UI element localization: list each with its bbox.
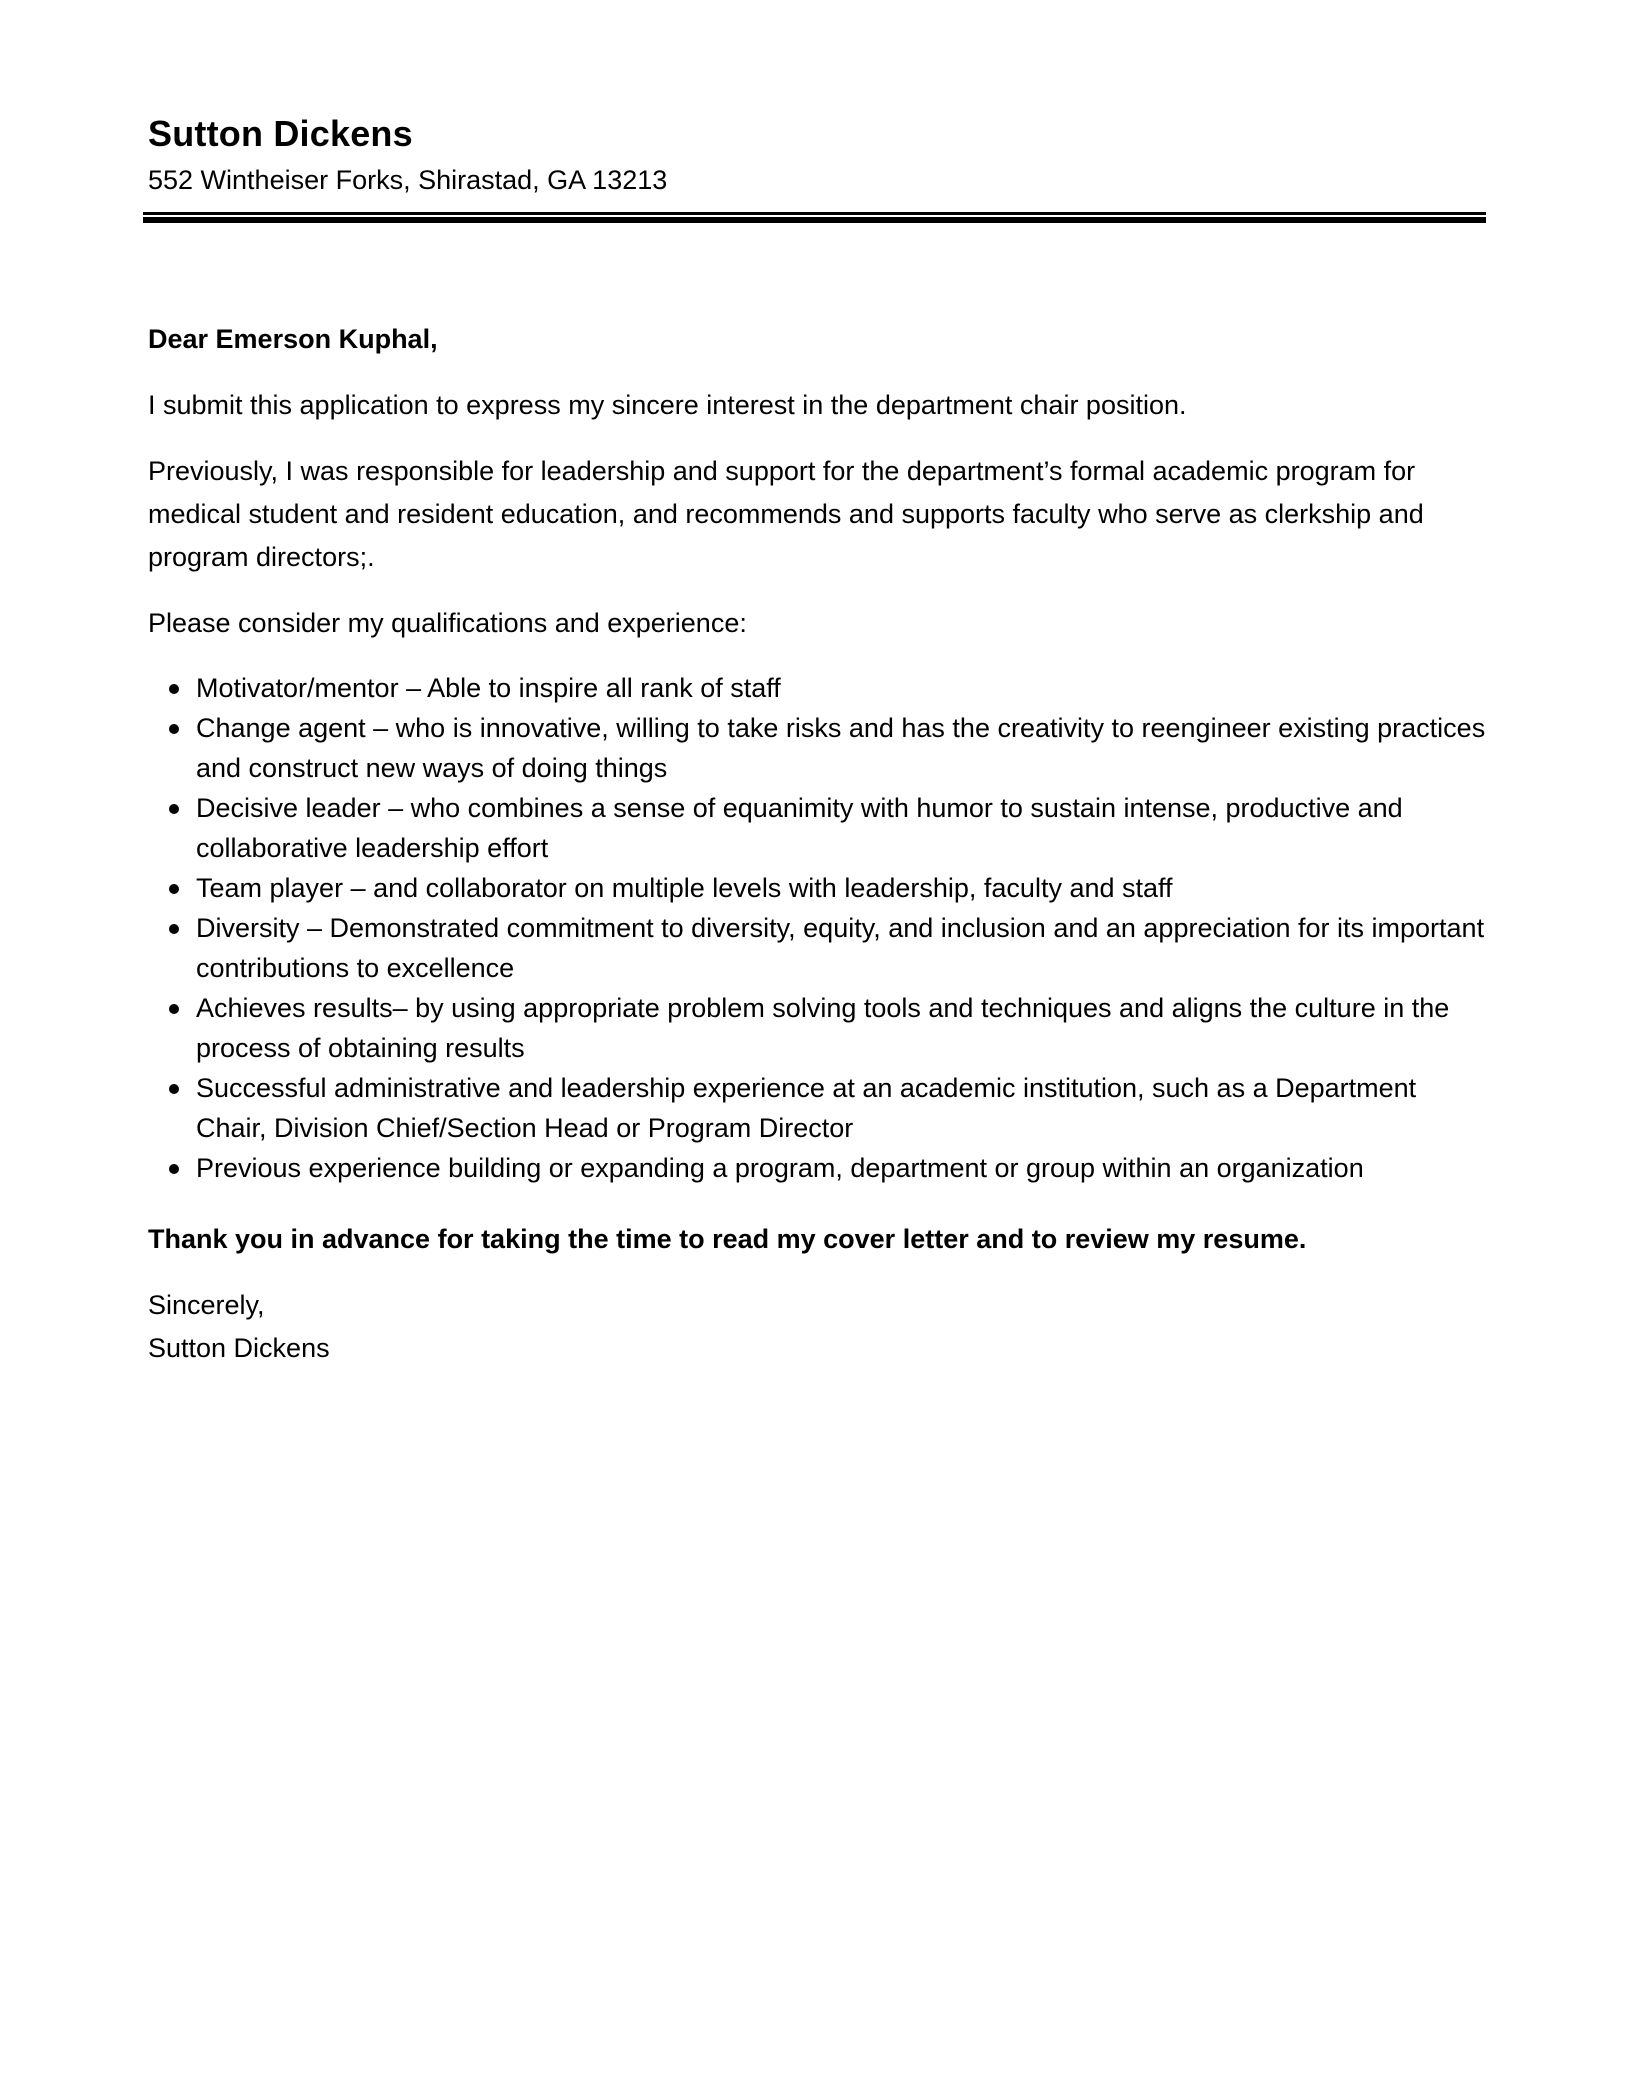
- header-divider: [143, 212, 1486, 224]
- bullet-icon: [169, 1084, 179, 1094]
- header-divider-thin-line: [143, 212, 1486, 215]
- letter-body: [148, 318, 1488, 1370]
- list-item: [148, 1068, 1488, 1148]
- bullet-icon: [169, 924, 179, 934]
- bullet-icon: [169, 684, 179, 694]
- intro-paragraph: I submit this application to express my sincere interest in the department chair position.: [148, 390, 1187, 420]
- bullet-icon: [169, 724, 179, 734]
- qualification-text: Diversity – Demonstrated commitment to diversity, equity, and inclusion and an appreciation for its important contributions to excellence: [196, 913, 1485, 983]
- sender-address: 552 Wintheiser Forks, Shirastad, GA 13213: [148, 165, 668, 195]
- signature: Sutton Dickens: [148, 1333, 330, 1363]
- list-item: [148, 668, 1488, 708]
- list-item: [148, 708, 1488, 788]
- header-divider-thick-line: [143, 217, 1486, 223]
- list-item: [148, 868, 1488, 908]
- consider-paragraph: Please consider my qualifications and experience:: [148, 608, 747, 638]
- qualification-text: Successful administrative and leadership experience at an academic institution, such as a Department Chair, Division Chief/Section Head or Program Director: [196, 1073, 1417, 1143]
- sender-name: Sutton Dickens: [148, 113, 413, 154]
- qualification-text: Decisive leader – who combines a sense of equanimity with humor to sustain intense, productive and collaborative leadership effort: [196, 793, 1403, 863]
- list-item: [148, 788, 1488, 868]
- previous-experience-paragraph: Previously, I was responsible for leadership and support for the department’s formal academic program for medical student and resident education, and recommends and supports faculty who serve as clerkship and program directors;.: [148, 456, 1424, 572]
- qualification-text: Change agent – who is innovative, willing to take risks and has the creativity to reengineer existing practices and construct new ways of doing things: [196, 713, 1486, 783]
- letter-header: [148, 108, 1488, 200]
- bullet-icon: [169, 804, 179, 814]
- qualifications-list: [148, 668, 1488, 1188]
- bullet-icon: [169, 884, 179, 894]
- list-item: [148, 988, 1488, 1068]
- thank-you-paragraph: Thank you in advance for taking the time to read my cover letter and to review my resume.: [148, 1224, 1307, 1254]
- bullet-icon: [169, 1164, 179, 1174]
- salutation: Dear Emerson Kuphal,: [148, 324, 438, 354]
- closing-line: Sincerely,: [148, 1290, 265, 1320]
- qualification-text: Achieves results– by using appropriate problem solving tools and techniques and aligns the culture in the process of obtaining results: [196, 993, 1450, 1063]
- bullet-icon: [169, 1004, 179, 1014]
- qualification-text: Previous experience building or expanding a program, department or group within an organization: [196, 1153, 1364, 1183]
- qualification-text: Motivator/mentor – Able to inspire all rank of staff: [196, 673, 781, 703]
- qualification-text: Team player – and collaborator on multiple levels with leadership, faculty and staff: [196, 873, 1173, 903]
- list-item: [148, 908, 1488, 988]
- list-item: [148, 1148, 1488, 1188]
